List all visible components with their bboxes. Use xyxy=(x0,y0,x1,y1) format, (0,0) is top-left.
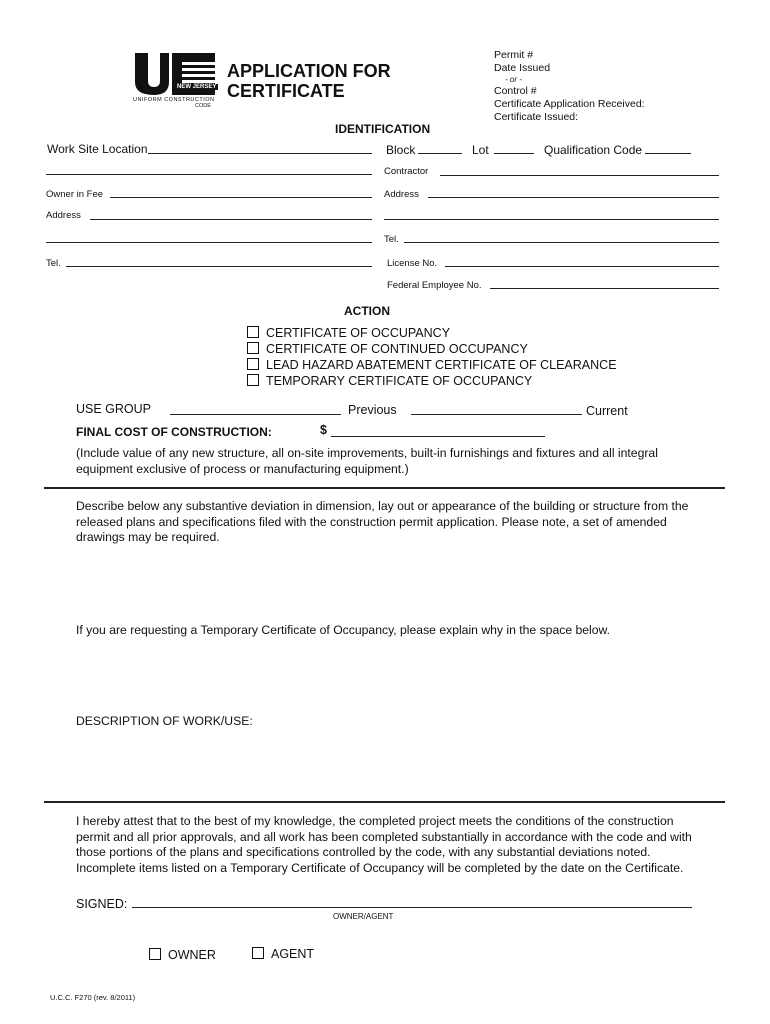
cert-issued-label: Certificate Issued: xyxy=(494,111,579,123)
checkbox-icon[interactable] xyxy=(252,947,264,959)
include-note: (Include value of any new structure, all on-site improvements, built-in furnishings and fixtures and all integral equipment exclusive of process or manufacturing equipment.) xyxy=(76,446,658,476)
date-issued-label: Date Issued xyxy=(494,62,551,74)
tel-right-label: Tel. xyxy=(384,234,399,245)
lot-field[interactable] xyxy=(494,153,534,154)
option-temporary-occupancy[interactable] xyxy=(247,374,532,388)
option-label: CERTIFICATE OF OCCUPANCY xyxy=(266,326,451,340)
deviation-area[interactable] xyxy=(76,550,711,618)
block-label: Block xyxy=(386,143,416,157)
federal-field[interactable] xyxy=(490,288,719,289)
work-site-field-2[interactable] xyxy=(46,174,372,175)
checkbox-icon[interactable] xyxy=(247,326,259,338)
temporary-area[interactable] xyxy=(76,642,711,710)
final-cost-label: FINAL COST OF CONSTRUCTION: xyxy=(76,425,272,439)
contractor-address-field-2[interactable] xyxy=(384,219,719,220)
checkbox-icon[interactable] xyxy=(247,358,259,370)
temporary-instructions: If you are requesting a Temporary Certificate of Occupancy, please explain why in the space below. xyxy=(76,623,611,637)
qual-code-field[interactable] xyxy=(645,153,691,154)
previous-label: Previous xyxy=(348,403,397,417)
checkbox-icon[interactable] xyxy=(247,374,259,386)
address-right-label: Address xyxy=(384,189,419,200)
owner-address-field[interactable] xyxy=(90,219,372,220)
title-line2: CERTIFICATE xyxy=(227,81,345,101)
option-lead-hazard[interactable] xyxy=(247,358,617,372)
title-line1: APPLICATION FOR xyxy=(227,61,391,81)
work-site-field[interactable] xyxy=(148,153,372,154)
action-heading: ACTION xyxy=(344,304,390,318)
owner-agent-caption: OWNER/AGENT xyxy=(333,912,394,921)
lot-label: Lot xyxy=(472,143,489,157)
owner-label: OWNER xyxy=(168,948,216,962)
checkbox-icon[interactable] xyxy=(247,342,259,354)
owner-in-fee-field[interactable] xyxy=(110,197,372,198)
agent-label: AGENT xyxy=(271,947,315,961)
use-group-previous-field[interactable] xyxy=(170,414,341,415)
signed-label: SIGNED: xyxy=(76,897,128,911)
option-continued-occupancy[interactable] xyxy=(247,342,528,356)
contractor-label: Contractor xyxy=(384,166,429,177)
logo-line3: CODE xyxy=(195,103,211,109)
attestation-text: I hereby attest that to the best of my knowledge, the completed project meets the conditions of the construction permit and all prior approvals, and all work has been completed substantially in accordance with the code and with those portions of the plans and specifications controlled by the code, with any substantial deviations noted. Incomplete items listed on a Temporary Certificate of Occupancy will be completed by the date on the Certificate. xyxy=(76,814,692,875)
control-label: Control # xyxy=(494,85,537,97)
description-label: DESCRIPTION OF WORK/USE: xyxy=(76,714,253,728)
federal-label: Federal Employee No. xyxy=(387,280,482,291)
use-group-label: USE GROUP xyxy=(76,402,152,416)
current-label: Current xyxy=(586,404,628,418)
option-label: TEMPORARY CERTIFICATE OF OCCUPANCY xyxy=(266,374,533,388)
contractor-address-field[interactable] xyxy=(428,197,719,198)
permit-label: Permit # xyxy=(494,49,534,61)
form-id: U.C.C. F270 (rev. 8/2011) xyxy=(50,993,136,1002)
owner-in-fee-label: Owner in Fee xyxy=(46,189,104,200)
license-label: License No. xyxy=(387,258,438,269)
app-received-label: Certificate Application Received: xyxy=(494,98,645,110)
option-certificate-occupancy[interactable] xyxy=(247,326,450,340)
address-left-label: Address xyxy=(46,210,81,221)
identification-heading: IDENTIFICATION xyxy=(335,122,431,136)
or-label: - or - xyxy=(505,75,522,84)
dollar-sign: $ xyxy=(320,423,327,437)
contractor-tel-field[interactable] xyxy=(404,242,719,243)
owner-option[interactable] xyxy=(149,948,216,962)
owner-tel-field[interactable] xyxy=(66,266,372,267)
signature-field[interactable] xyxy=(132,907,692,908)
description-area[interactable] xyxy=(76,732,711,797)
option-label: LEAD HAZARD ABATEMENT CERTIFICATE OF CLEARANCE xyxy=(266,358,617,372)
license-field[interactable] xyxy=(445,266,719,267)
tel-left-label: Tel. xyxy=(46,258,61,269)
logo-state: NEW JERSEY xyxy=(177,84,217,90)
option-label: CERTIFICATE OF CONTINUED OCCUPANCY xyxy=(266,342,528,356)
work-site-label: Work Site Location xyxy=(47,142,148,156)
ucc-logo xyxy=(131,51,217,109)
divider-bottom xyxy=(44,801,725,803)
logo-line2: UNIFORM CONSTRUCTION xyxy=(133,97,215,103)
use-group-current-field[interactable] xyxy=(411,414,582,415)
contractor-field[interactable] xyxy=(440,175,719,176)
deviation-instructions: Describe below any substantive deviation in dimension, lay out or appearance of the building or structure from the released plans and specifications filed with the construction permit application. Please note, a set of amended drawings may be required. xyxy=(76,499,689,544)
owner-address-field-2[interactable] xyxy=(46,242,372,243)
block-field[interactable] xyxy=(418,153,462,154)
agent-option[interactable] xyxy=(252,947,314,961)
checkbox-icon[interactable] xyxy=(149,948,161,960)
final-cost-field[interactable] xyxy=(331,436,545,437)
qual-code-label: Qualification Code xyxy=(544,143,643,157)
divider-top xyxy=(44,487,725,489)
